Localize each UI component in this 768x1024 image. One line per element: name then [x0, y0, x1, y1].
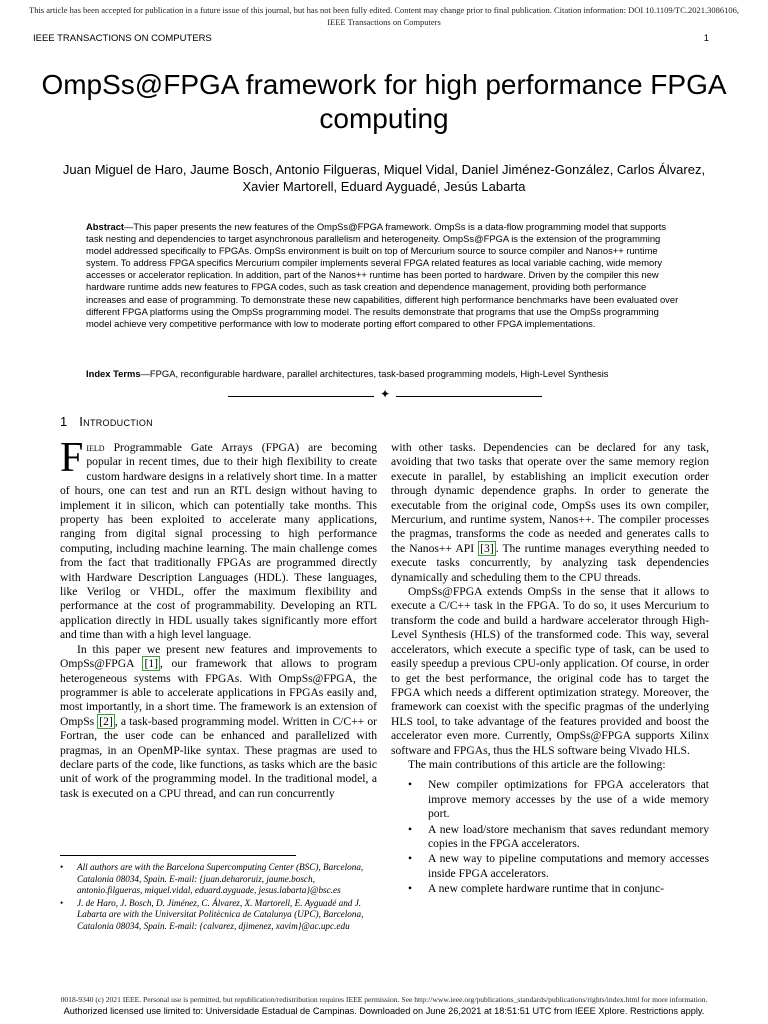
list-item: • A new load/store mechanism that saves redundant memory copies in the FPGA accelerators.	[391, 823, 709, 852]
abstract-label: Abstract	[86, 221, 125, 232]
section-divider	[228, 387, 542, 402]
left-column	[60, 435, 378, 801]
section-heading	[60, 414, 153, 429]
index-terms-label: Index Terms	[86, 368, 141, 379]
divider-rule-left	[228, 396, 374, 397]
section-number: 1	[60, 414, 68, 429]
affiliation-footnotes	[60, 862, 380, 934]
intro-paragraph-2	[60, 643, 377, 801]
intro-paragraph-5: The main contributions of this article are the following:	[408, 757, 666, 771]
publication-notice-banner: This article has been accepted for publication in a future issue of this journal, but has not been fully edited. Content may change prior to final publication. Citation information: DOI 10.1109/TC.2021.3086106, IEEE Transactions on Computers	[29, 5, 739, 27]
paper-title: OmpSs@FPGA framework for high performance FPGA computing	[41, 69, 727, 134]
right-column	[391, 441, 709, 898]
copyright-notice: 0018-9340 (c) 2021 IEEE. Personal use is permitted, but republication/redistribution requires IEEE permission. See http://www.ieee.org/publications_standards/publications/rights/index.html for more information.	[60, 995, 708, 1004]
citation-link-3[interactable]: [3]	[480, 541, 494, 555]
text-run: , our framework that allows to program heterogeneous systems with FPGAs. With OmpSs@FPGA, the programmer is able to accelerate applications in FPGAs easily and, most importantly, in a short time. The framework is an extension of OmpSs	[60, 657, 377, 728]
list-item: • New compiler optimizations for FPGA accelerators that improve memory accesses by the use of a wide memory port.	[391, 778, 709, 821]
footnote-rule	[60, 855, 296, 856]
citation-link-2[interactable]: [2]	[99, 714, 113, 728]
drop-cap: F	[60, 435, 84, 481]
divider-ornament-icon: ✦	[379, 387, 391, 401]
section-title: Introduction	[79, 414, 153, 429]
intro-paragraph-1-text: Programmable Gate Arrays (FPGA) are becoming popular in recent times, due to their high flexibility to create custom hardware designs in a relatively short time. In a matter of hours, one can test and run an RTL design without having to implement it in silicon, which can potentially take months. This property has been exploited to accelerate many applications, ranging from digital signal processing to high performance computing, including machine learning. The main challenge comes from the fact that traditionally FPGAs are programmed directly with Hardware Description Languages (HDL). These languages, like Verilog or VHDL, offer the maximum flexibility and performance at the cost of programmability. Developing an RTL application directly in HDL usually takes significantly more effort and time than with a high level language.	[60, 441, 377, 642]
intro-paragraph-1	[60, 435, 377, 643]
contributions-list	[391, 778, 709, 896]
divider-rule-right	[396, 396, 542, 397]
index-terms-text: —FPGA, reconfigurable hardware, parallel architectures, task-based programming models, High-Level Synthesis	[140, 368, 609, 379]
text-run: , a task-based programming model. Written in C/C++ or Fortran, the user code can be enhanced and parallelized with pragmas, in an OpenMP-like syntax. These pragmas are used to declare parts of the code, like functions, as tasks which are the basic unit of work of the programming model. In the traditional model, a task is executed on a CPU thread, and can run concurrently	[60, 714, 378, 800]
list-item: • A new way to pipeline computations and memory accesses inside FPGA accelerators.	[391, 852, 709, 881]
list-item: • A new complete hardware runtime that in conjunc-	[391, 882, 709, 896]
text-run: In this paper we present new features and improvements to OmpSs@FPGA	[60, 642, 377, 671]
footnote: • J. de Haro, J. Bosch, D. Jiménez, C. Álvarez, X. Martorell, E. Ayguadé and J. Labarta are with the Universitat Politècnica de Catalunya (UPC), Barcelona, Catalonia 08034, Spain. E-mail: {calvarez, djimenez, xavim}@ac.upc.edu	[60, 898, 380, 933]
journal-name: IEEE TRANSACTIONS ON COMPUTERS	[33, 33, 212, 44]
running-header	[33, 33, 709, 44]
citation-link-1[interactable]: [1]	[144, 657, 158, 671]
text-run: . The runtime manages everything needed to execute tasks concurrently, by analyzing task dependencies dynamically and scheduling them to the CPU threads.	[391, 541, 709, 584]
page-number: 1	[703, 33, 709, 44]
abstract-text: —This paper presents the new features of the OmpSs@FPGA framework. OmpSs is a data-flow programming model that supports task nesting and dependencies to target asynchronous parallelism and heterogeneity. OmpSs@FPGA is the extension of the programming model addressed specifically to FPGAs. OmpSs environment is built on top of Mercurium source to source compiler and Nanos++ runtime system. To address FPGA specifics Mercurium compiler implements several FPGA related features as local variable caching, wide memory accesses or accelerator replication. In addition, part of the Nanos++ runtime has been ported to hardware. Driven by the compiler this new hardware runtime adds new features to FPGA codes, such as task creation and dependence management, providing both performance increases and ease of programming. To demonstrate these new capabilities, different high performance benchmarks have been evaluated over different FPGA platforms using the OmpSs programming model. The results demonstrate that programs that use the OmpSs programming model achieve very competitive performance with low to moderate porting effort compared to other FPGA implementations.	[86, 221, 679, 329]
license-notice: Authorized licensed use limited to: Universidade Estadual de Campinas. Downloaded on June 26,2021 at 18:51:51 UTC from IEEE Xplore. Restrictions apply.	[63, 1006, 705, 1016]
drop-cap-continuation: ield	[86, 441, 105, 454]
abstract	[86, 221, 682, 330]
author-list: Juan Miguel de Haro, Jaume Bosch, Antonio Filgueras, Miquel Vidal, Daniel Jiménez-González, Carlos Álvarez, Xavier Martorell, Eduard Ayguadé, Jesús Labarta	[62, 162, 706, 194]
text-run: with other tasks. Dependencies can be declared for any task, avoiding that two tasks that operate over the same memory region execute in parallel, by establishing an implicit execution order through dynamic dependence graphs. In order to generate the executable from the original code, OmpSs uses its own compiler, Mercurium, and runtime system, Nanos++. The compiler processes the pragmas, transforms the code as needed and generates calls to the Nanos++ API	[391, 441, 709, 555]
footnote: • All authors are with the Barcelona Supercomputing Center (BSC), Barcelona, Catalonia 08034, Spain. E-mail: {juan.deharoruiz, jaume.bosch, antonio.filgueras, miquel.vidal, eduard.ayguade, jesus.labarta}@bsc.es	[60, 862, 380, 897]
index-terms	[86, 368, 682, 380]
intro-paragraph-3	[391, 441, 709, 585]
intro-paragraph-4: OmpSs@FPGA extends OmpSs in the sense that it allows to execute a C/C++ task in the FPGA. To do so, it uses Mercurium to transform the code and build a hardware accelerator through High-Level Synthesis (HLS) of the transformed code. This way, several accelerators, which execute a specific type of task, can be used to easily speedup a previous CPU-only application. Of course, in order to get the best performance, the original code has to target the FPGA which needs a different optimization strategy. Moreover, the framework can coexist with the specific pragmas of the underlying HLS tool, to take advantage of the features provided and boost the accelerator even more. Currently, OmpSs@FPGA supports Xilinx software and FPGAs, thus the HLS software being Vivado HLS.	[391, 585, 709, 757]
